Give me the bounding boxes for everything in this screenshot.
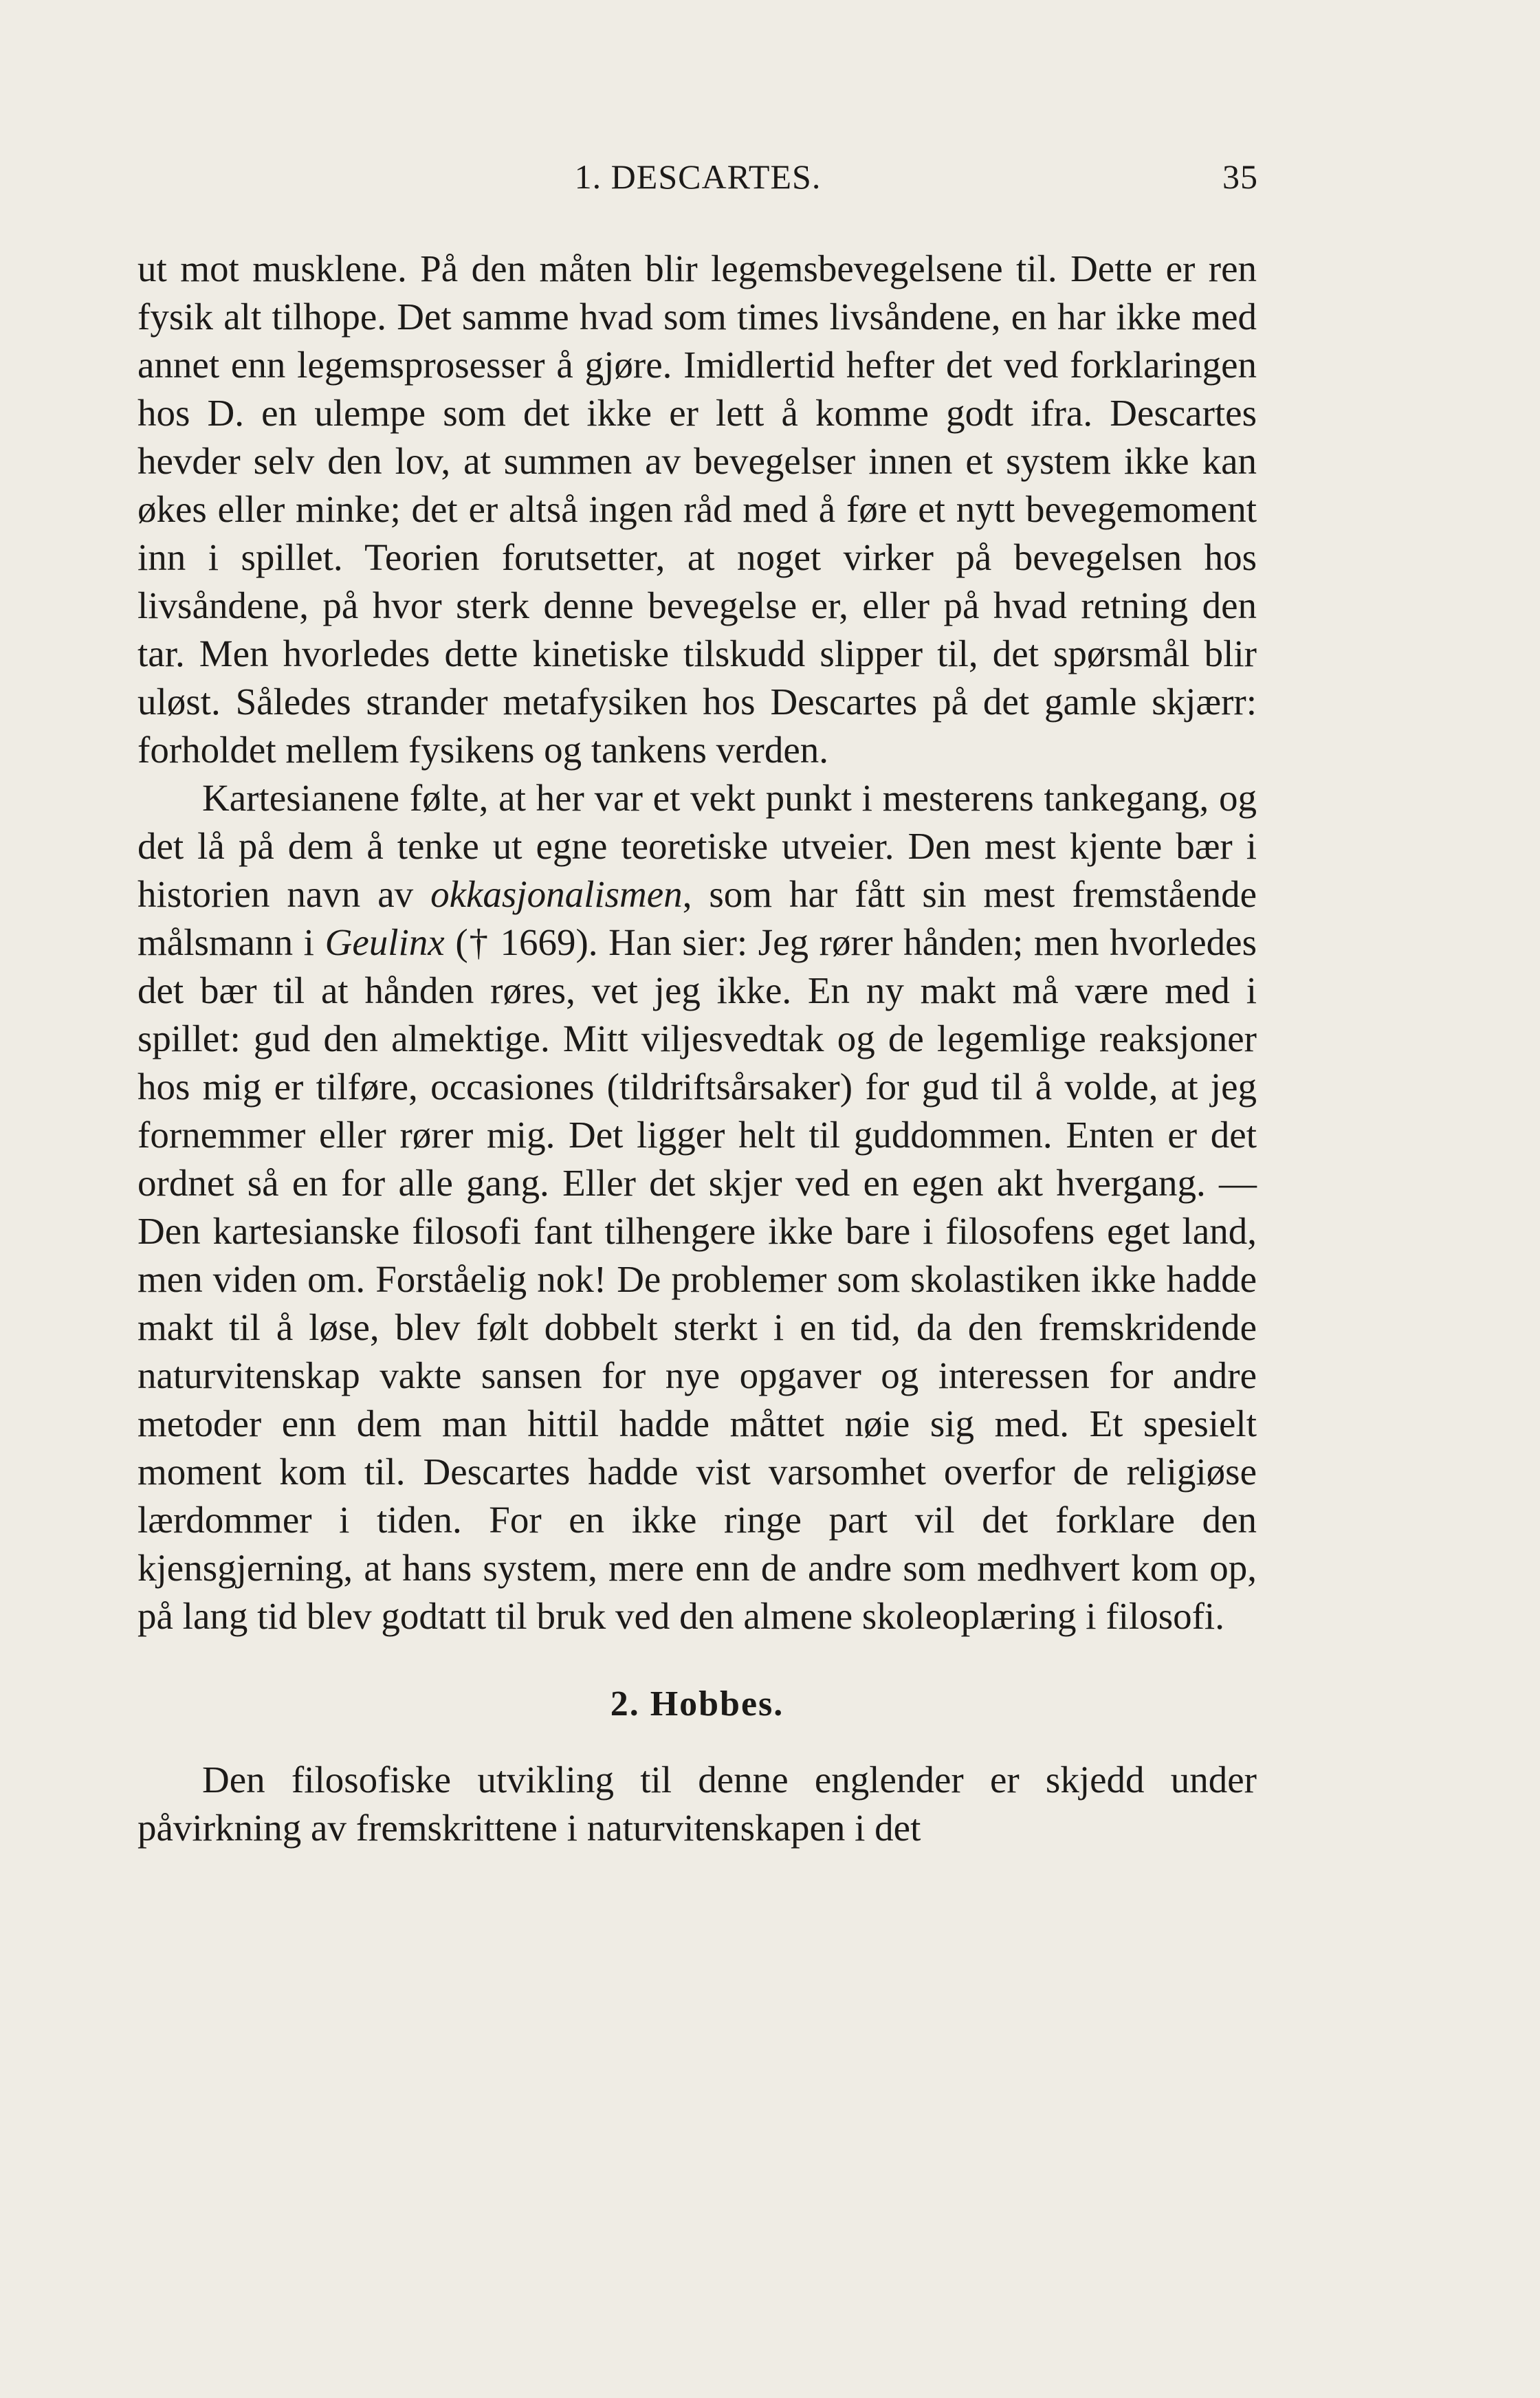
term-occasionalism: okkasjonalismen xyxy=(430,873,683,915)
body-text xyxy=(138,245,1257,1852)
section-heading-hobbes: 2. Hobbes. xyxy=(610,1684,784,1724)
paragraph-cartesians-part2: , som har fått sin mest fremstående målsmann i xyxy=(138,873,1257,963)
name-geulinx: Geulinx xyxy=(324,921,445,963)
chapter-title: 1. DESCARTES. xyxy=(574,157,822,196)
paragraph-cartesians-part3: († 1669). Han sier: Jeg rører hånden; men hvorledes det bær til at hånden røres, vet jeg ikke. En ny makt må være med i spillet: gud den almektige. Mitt viljesvedtak og de legemlige reaksjoner hos mig er tilføre, occasiones (tildriftsårsaker) for gud til å volde, at jeg fornemmer eller rører mig. Det ligger helt til guddommen. Enten er det ordnet så en for alle gang. Eller det skjer ved en egen akt hvergang. — Den kartesianske filosofi fant tilhengere ikke bare i filosofens eget land, men viden om. Forståelig nok! De problemer som skolastiken ikke hadde makt til å løse, blev følt dobbelt sterkt i en tid, da den fremskridende naturvitenskap vakte sansen for nye opgaver og interessen for andre metoder enn dem man hittil hadde måttet nøie sig med. Et spesielt moment kom til. Descartes hadde vist varsomhet overfor de religiøse lærdommer i tiden. For en ikke ringe part vil det forklare den kjensgjerning, at hans system, mere enn de andre som medhvert kom op, på lang tid blev godtatt til bruk ved den almene skoleoplæring i filosofi. xyxy=(138,921,1257,1637)
paragraph-cartesians xyxy=(138,774,1257,1640)
page-number: 35 xyxy=(1222,157,1258,196)
running-head xyxy=(138,157,1258,205)
paragraph-descartes-physics: ut mot musklene. På den måten blir legemsbevegelsene til. Dette er ren fysik alt tilhope. Det samme hvad som times livsåndene, en har ikke med annet enn legemsprosesser å gjøre. Imidlertid hefter det ved forklaringen hos D. en ulempe som det ikke er lett å komme godt ifra. Descartes hevder selv den lov, at summen av bevegelser innen et system ikke kan økes eller minke; det er altså ingen råd med å føre et nytt bevegemoment inn i spillet. Teorien forutsetter, at noget virker på bevegelsen hos livsåndene, på hvor sterk denne bevegelse er, eller på hvad retning den tar. Men hvorledes dette kinetiske tilskudd slipper til, det spørsmål blir uløst. Således strander metafysiken hos Descartes på det gamle skjærr: forholdet mellem fysikens og tankens verden. xyxy=(138,248,1257,771)
paragraph-hobbes-intro: Den filosofiske utvikling til denne englender er skjedd under påvirkning av fremskrittene i naturvitenskapen i det xyxy=(138,1759,1257,1849)
paragraph-cartesians-part1: Kartesianene følte, at her var et vekt punkt i mesterens tankegang, og det lå på dem å tenke ut egne teoretiske utveier. Den mest kjente bær i historien navn av xyxy=(138,777,1257,915)
